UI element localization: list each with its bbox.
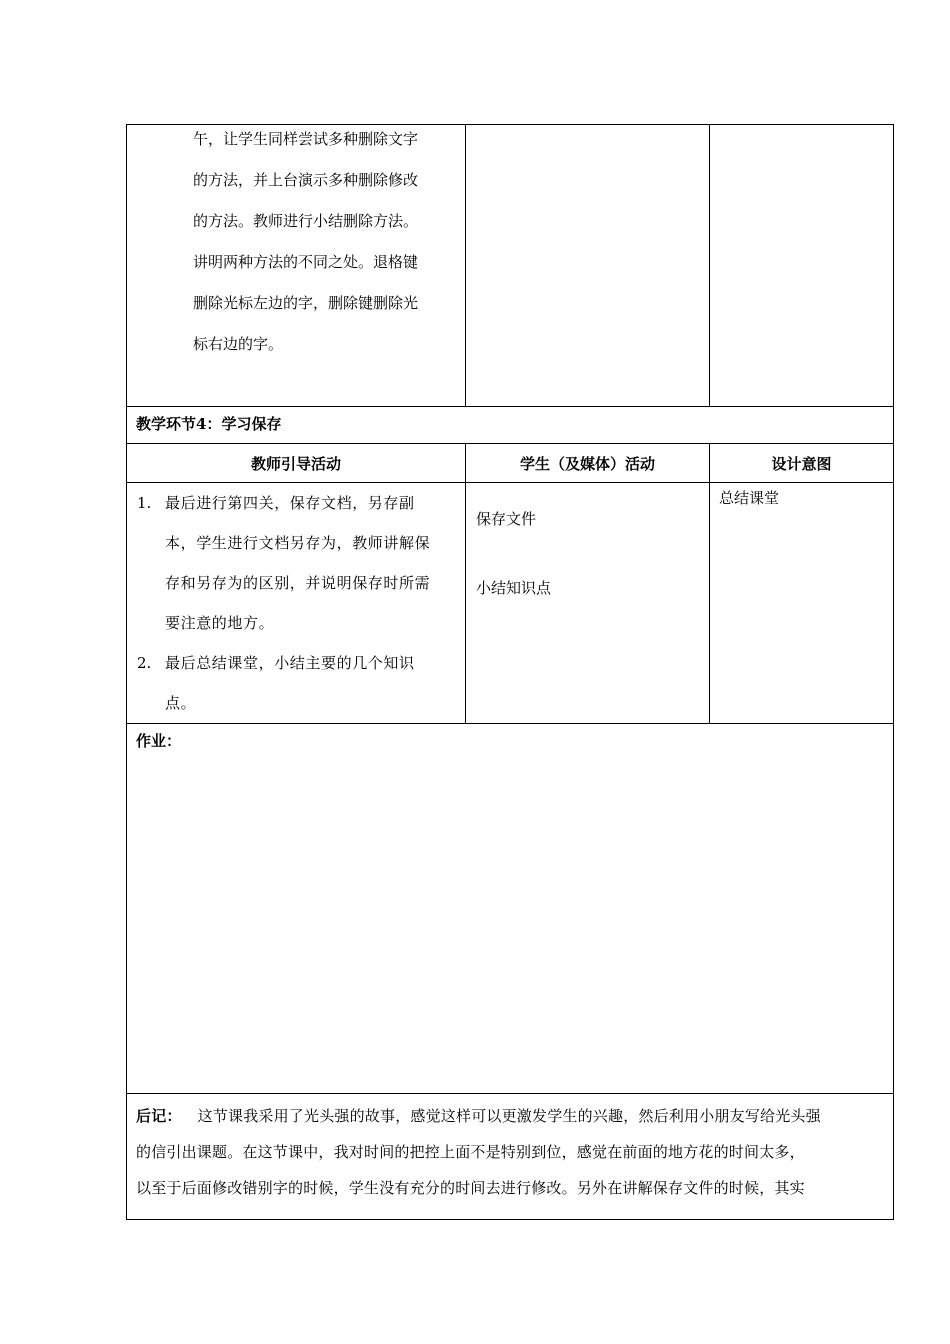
header-design-intent: 设计意图 <box>710 444 894 483</box>
student-activity-item: 保存文件 <box>476 510 537 528</box>
text-line: 本，学生进行文档另存为，教师讲解保 <box>165 534 431 552</box>
text-line: 要注意的地方。 <box>165 614 275 632</box>
text-line: 讲明两种方法的不同之处。退格键 <box>193 253 419 271</box>
teacher-steps-list <box>127 483 465 723</box>
text-line: 存和另存为的区别，并说明保存时所需 <box>165 574 431 592</box>
teacher-activity-cell <box>127 483 466 724</box>
student-activity-cell <box>466 483 710 724</box>
text-line: 最后进行第四关，保存文档，另存副 <box>165 494 415 512</box>
notes-line: 这节课我采用了光头强的故事，感觉这样可以更激发学生的兴趣，然后利用小朋友写给光头强 <box>197 1107 821 1125</box>
notes-cell <box>127 1094 894 1220</box>
text-line: 最后总结课堂，小结主要的几个知识 <box>165 654 415 672</box>
design-intent-text: 总结课堂 <box>719 489 780 507</box>
list-item <box>137 483 457 643</box>
column-header-row <box>127 444 894 483</box>
header-teacher-activity: 教师引导活动 <box>127 444 466 483</box>
lesson-plan-table <box>126 124 894 1220</box>
homework-label: 作业： <box>136 732 182 750</box>
list-item <box>137 643 457 723</box>
intent-continued-cell <box>710 125 894 407</box>
teacher-activity-continued-cell <box>127 125 466 407</box>
student-activity-continued-cell <box>466 125 710 407</box>
lesson-plan-page <box>126 124 893 1220</box>
notes-line: 以至于后面修改错别字的时候，学生没有充分的时间去进行修改。另外在讲解保存文件的时候，其实 <box>136 1179 805 1197</box>
notes-line: 的信引出课题。在这节课中，我对时间的把控上面不是特别到位，感觉在前面的地方花的时间太多， <box>136 1143 805 1161</box>
homework-cell <box>127 724 894 1094</box>
student-activity-item: 小结知识点 <box>476 579 552 597</box>
text-line: 的方法。教师进行小结删除方法。 <box>193 212 419 230</box>
text-line: 点。 <box>165 694 197 712</box>
design-intent-cell <box>710 483 894 724</box>
section-title: 教学环节4：学习保存 <box>127 407 894 444</box>
header-student-activity: 学生（及媒体）活动 <box>466 444 710 483</box>
section4-content-row <box>127 483 894 724</box>
continuation-row <box>127 125 894 407</box>
step-number: 2. <box>137 654 152 672</box>
step-number: 1. <box>137 494 152 512</box>
notes-label: 后记： <box>136 1107 182 1125</box>
text-line: 午，让学生同样尝试多种删除文字 <box>193 130 419 148</box>
text-line: 的方法，并上台演示多种删除修改 <box>193 171 419 189</box>
text-line: 标右边的字。 <box>193 335 284 353</box>
text-line: 删除光标左边的字，删除键删除光 <box>193 294 419 312</box>
